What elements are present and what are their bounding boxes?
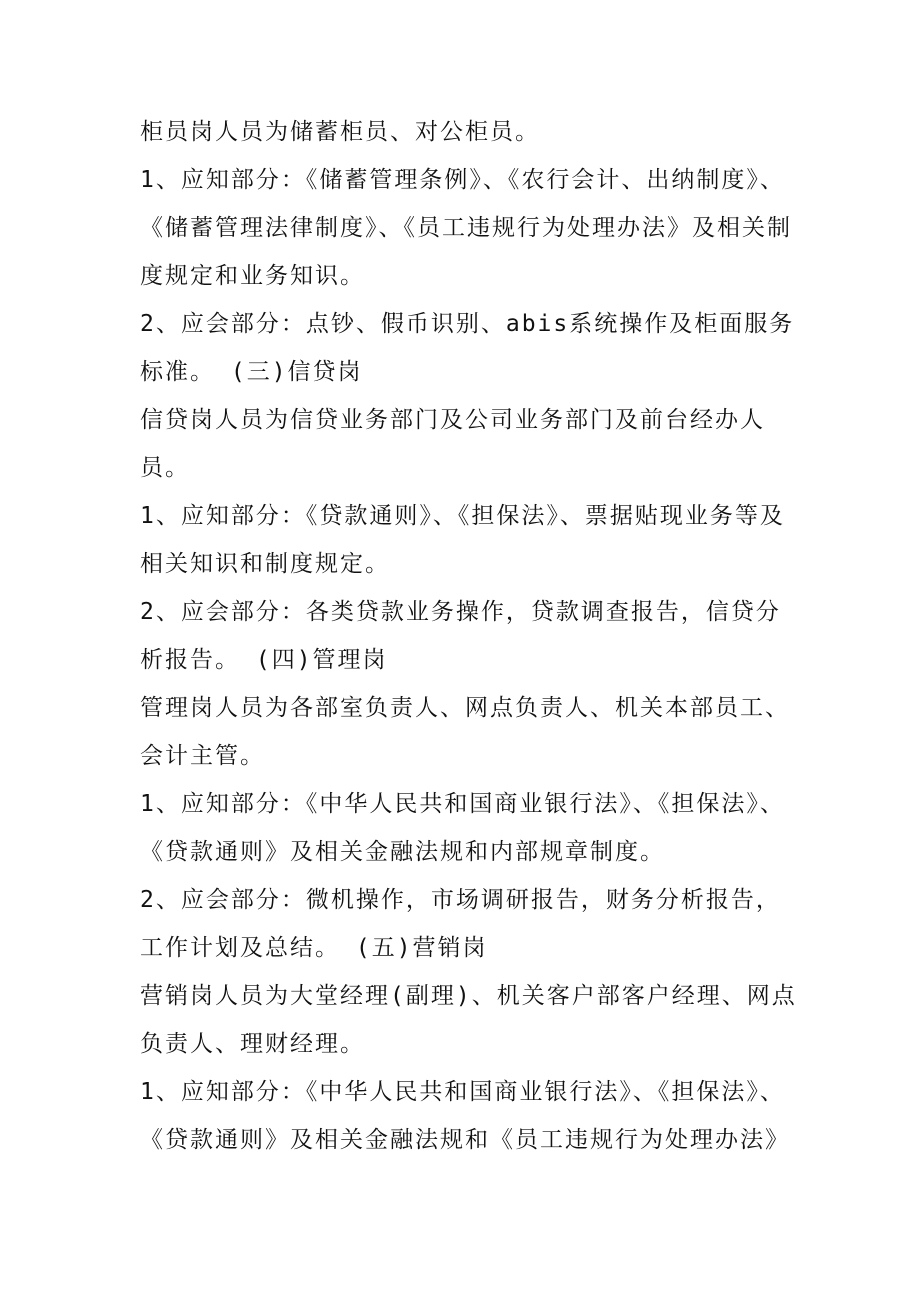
- text-line-17: 2、应会部分：微机操作，市场调研报告，财务分析报告，: [140, 887, 781, 913]
- text-line-4: 度规定和业务知识。: [140, 263, 365, 289]
- text-line-19: 营销岗人员为大堂经理(副理)、机关客户部客户经理、网点: [140, 983, 797, 1009]
- text-line-8: 员。: [140, 455, 190, 481]
- text-line-3: 《储蓄管理法律制度》、《员工违规行为处理办法》及相关制: [140, 215, 792, 241]
- text-line-9: 1、应知部分：《贷款通则》、《担保法》、票据贴现业务等及: [140, 503, 785, 529]
- text-line-6: 标准。 (三)信贷岗: [140, 359, 363, 385]
- text-line-20: 负责人、理财经理。: [140, 1031, 365, 1057]
- text-line-10: 相关知识和制度规定。: [140, 551, 390, 577]
- text-line-5: 2、应会部分：点钞、假币识别、abis系统操作及柜面服务: [140, 311, 795, 337]
- text-line-1: 柜员岗人员为储蓄柜员、对公柜员。: [140, 119, 540, 145]
- text-line-12: 析报告。 (四)管理岗: [140, 647, 388, 673]
- document-text-body: [140, 108, 820, 1164]
- text-line-14: 会计主管。: [140, 743, 265, 769]
- text-line-22: 《贷款通则》及相关金融法规和《员工违规行为处理办法》: [140, 1127, 790, 1153]
- text-line-11: 2、应会部分：各类贷款业务操作，贷款调查报告，信贷分: [140, 599, 781, 625]
- text-line-21: 1、应知部分：《中华人民共和国商业银行法》、《担保法》、: [140, 1079, 785, 1105]
- text-line-16: 《贷款通则》及相关金融法规和内部规章制度。: [140, 839, 665, 865]
- text-line-15: 1、应知部分：《中华人民共和国商业银行法》、《担保法》、: [140, 791, 785, 817]
- text-line-18: 工作计划及总结。 (五)营销岗: [140, 935, 488, 961]
- text-line-2: 1、应知部分：《储蓄管理条例》、《农行会计、出纳制度》、: [140, 167, 785, 193]
- text-line-7: 信贷岗人员为信贷业务部门及公司业务部门及前台经办人: [140, 407, 765, 433]
- text-line-13: 管理岗人员为各部室负责人、网点负责人、机关本部员工、: [140, 695, 790, 721]
